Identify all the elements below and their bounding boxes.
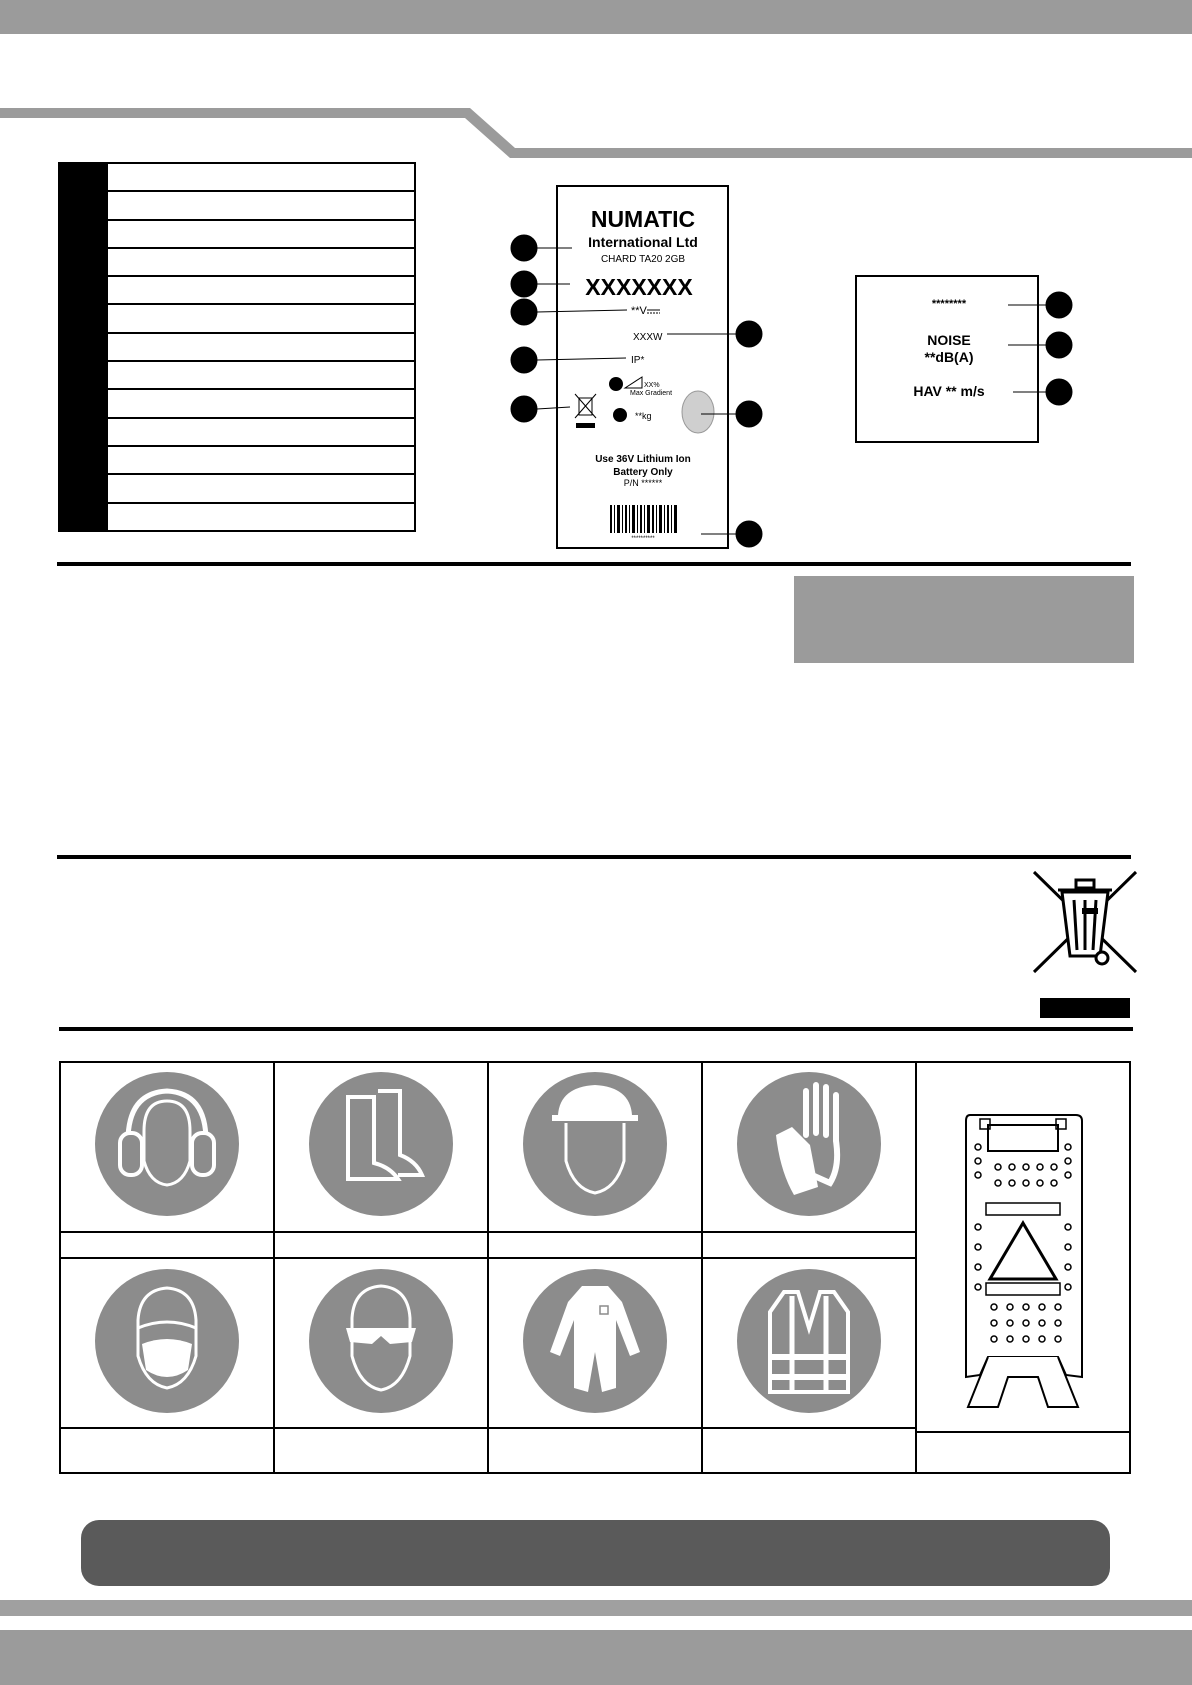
overalls-icon [522,1268,668,1414]
ppe-caption [702,1232,916,1259]
ppe-cell [274,1062,488,1232]
label-battery-line2: Battery Only [613,467,673,478]
dust-mask-icon [94,1268,240,1414]
note-box [794,576,1134,663]
label-battery-line1: Use 36V Lithium Ion [595,454,691,465]
gloves-icon [736,1071,882,1217]
section-divider [57,562,1131,566]
footer-band [0,1630,1192,1685]
safety-glasses-icon [308,1268,454,1414]
weee-bin-icon [1030,866,1140,978]
label-gradient-value: XX% [644,382,660,389]
label-ip-rating: IP* [631,355,645,366]
section-divider [57,855,1131,859]
ppe-cell [274,1258,488,1428]
label-barcode-number: ********** [631,536,655,542]
ppe-caption [702,1428,916,1473]
ppe-caption [60,1428,274,1473]
ppe-caption [488,1232,702,1259]
label-weight: **kg [635,411,652,421]
weee-bin-bar [1040,998,1130,1018]
hi-vis-vest-icon [736,1268,882,1414]
info-banner [81,1520,1110,1586]
ppe-caption [274,1428,488,1473]
label-key-table [58,162,416,532]
rating-label-diagram [500,180,780,560]
ppe-caption [274,1232,488,1259]
ppe-cell [702,1258,916,1428]
noise-title: NOISE [927,332,971,348]
footer-bar [0,1600,1192,1616]
label-voltage: **V [631,305,647,317]
wet-floor-sign-icon [958,1107,1088,1423]
header-bar [0,0,1192,34]
ear-protection-icon [94,1071,240,1217]
label-power: XXXW [633,332,663,343]
label-model-code: XXXXXXX [585,274,693,300]
noise-value: **dB(A) [924,349,974,365]
emissions-label-diagram [850,270,1080,450]
ppe-cell [488,1258,702,1428]
section-divider [59,1027,1133,1031]
wet-floor-caption-rule [917,1431,1131,1433]
ppe-cell [488,1062,702,1232]
emissions-serial: ******** [931,298,967,310]
ppe-caption [60,1232,274,1259]
ppe-cell [60,1062,274,1232]
ppe-cell [60,1258,274,1428]
label-address: CHARD TA20 2GB [600,254,686,265]
safety-boots-icon [308,1071,454,1217]
ppe-caption [488,1428,702,1473]
label-brand: NUMATIC [590,206,696,232]
ppe-cell [916,1062,1130,1473]
header-swoosh [0,100,1192,164]
label-battery-part: P/N ****** [623,478,663,488]
hav-value: HAV ** m/s [913,383,985,399]
label-company: International Ltd [588,234,698,250]
hard-hat-icon [522,1071,668,1217]
ppe-cell [702,1062,916,1232]
label-gradient-caption: Max Gradient [630,390,673,397]
ppe-table [59,1061,1131,1474]
